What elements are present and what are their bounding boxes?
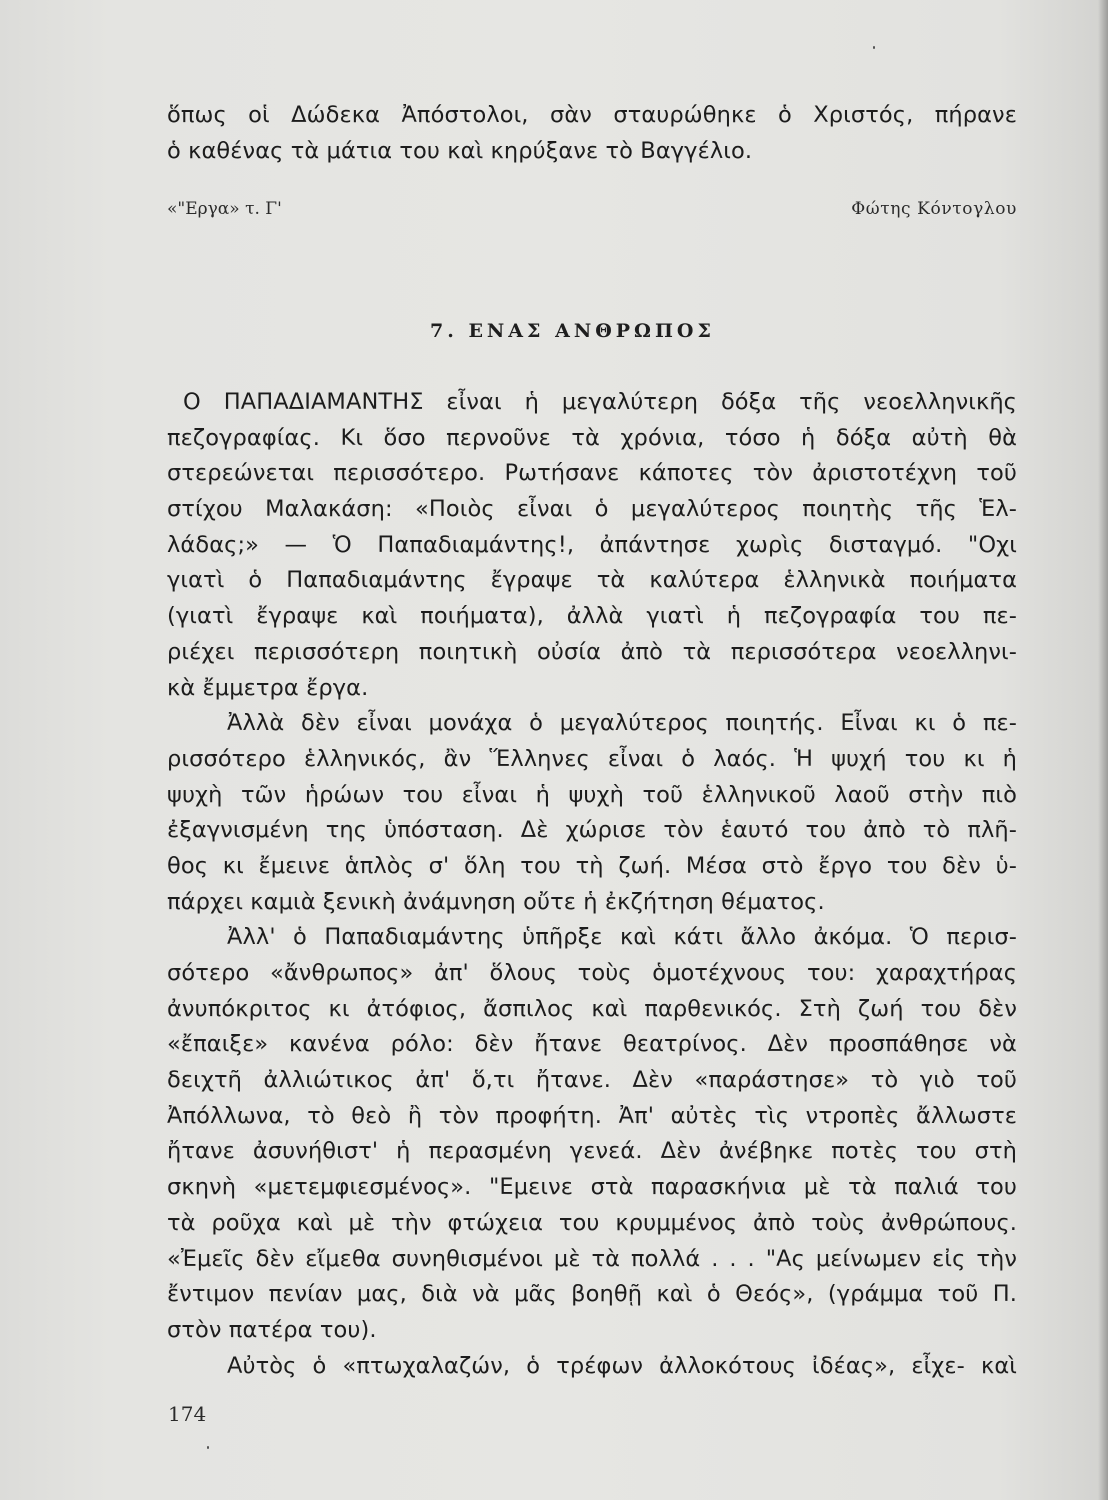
- body-line: ἀνυπόκριτος κι ἀτόφιος, ἄσπιλος καὶ παρθενικός. Στὴ ζωή του δὲν: [167, 995, 1017, 1022]
- attribution-source: «"Εργα» τ. Γ': [167, 199, 282, 219]
- body-line: στίχου Μαλακάση: «Ποιὸς εἶναι ὁ μεγαλύτερος ποιητὴς τῆς Ἑλ-: [167, 496, 1017, 523]
- body-line: ψυχὴ τῶν ἡρώων του εἶναι ἡ ψυχὴ τοῦ ἑλληνικοῦ λαοῦ στὴν πιὸ: [167, 781, 1017, 808]
- body-line: στερεώνεται περισσότερο. Ρωτήσανε κάποτες τὸν ἀριστοτέχνη τοῦ: [167, 460, 1017, 487]
- attribution-author: Φώτης Κόντογλου: [851, 199, 1017, 219]
- body-line: γιατὶ ὁ Παπαδιαμάντης ἔγραψε τὰ καλύτερα ἑλληνικὰ ποιήματα: [167, 567, 1017, 594]
- body-line: κὰ ἔμμετρα ἔργα.: [167, 674, 369, 701]
- body-line: σότερο «ἄνθρωπος» ἀπ' ὅλους τοὺς ὁμοτέχνους του: χαραχτήρας: [167, 960, 1017, 986]
- body-line: «Ἐμεῖς δὲν εἴμεθα συνηθισμένοι μὲ τὰ πολλά . . . "Ας μείνωμεν εἰς τὴν: [167, 1245, 1017, 1272]
- body-line: πάρχει καμιὰ ξενικὴ ἀνάμνηση οὔτε ἡ ἐκζήτηση θέματος.: [167, 888, 825, 915]
- body-line: δειχτῆ ἀλλιώτικος ἀπ' ὅ,τι ἤτανε. Δὲν «παράστησε» τὸ γιὸ τοῦ: [167, 1067, 1017, 1094]
- body-line: Ἀπόλλωνα, τὸ θεὸ ἢ τὸν προφήτη. Ἀπ' αὐτὲς τὶς ντροπὲς ἄλλωστε: [167, 1102, 1017, 1129]
- body-line: τὰ ροῦχα καὶ μὲ τὴν φτώχεια του κρυμμένος ἀπὸ τοὺς ἀνθρώπους.: [167, 1209, 1017, 1236]
- body-line: σκηνὴ «μετεμφιεσμένος». "Εμεινε στὰ παρασκήνια μὲ τὰ παλιά του: [167, 1174, 1017, 1201]
- chapter-body: [167, 385, 1017, 1384]
- intro-line: ὁ καθένας τὰ μάτια του καὶ κηρύξανε τὸ Βαγγέλιο.: [167, 137, 753, 164]
- chapter-title: 7. ΕΝΑΣ ΑΝΘΡΩΠΟΣ: [430, 320, 715, 342]
- body-line: Ἀλλ' ὁ Παπαδιαμάντης ὑπῆρξε καὶ κάτι ἄλλο ἀκόμα. Ὁ περισ-: [227, 924, 1017, 951]
- body-line: (γιατὶ ἔγραψε καὶ ποιήματα), ἀλλὰ γιατὶ ἡ πεζογραφία του πε-: [167, 603, 1017, 630]
- body-line: στὸν πατέρα του).: [167, 1316, 377, 1343]
- body-line: Αὐτὸς ὁ «πτωχαλαζών, ὁ τρέφων ἀλλοκότους ἰδέας», εἶχε- καὶ: [227, 1352, 1017, 1379]
- body-line: ἐξαγνισμένη της ὑπόσταση. Δὲ χώρισε τὸν ἑαυτό του ἀπὸ τὸ πλῆ-: [167, 817, 1017, 844]
- body-line: λάδας;» — Ὁ Παπαδιαμάντης!, ἀπάντησε χωρὶς δισταγμό. "Οχι: [167, 531, 1017, 558]
- body-line: ριέχει περισσότερη ποιητικὴ οὐσία ἀπὸ τὰ περισσότερα νεοελληνι-: [167, 638, 1017, 665]
- paper-speck: [207, 1446, 209, 1449]
- body-line: ἤτανε ἀσυνήθιστ' ἡ περασμένη γενεά. Δὲν ἀνέβηκε ποτὲς του στὴ: [167, 1138, 1017, 1165]
- body-line: ρισσότερο ἑλληνικός, ἂν Ἕλληνες εἶναι ὁ λαός. Ἡ ψυχή του κι ἡ: [167, 745, 1017, 772]
- page-number: 174: [168, 1402, 207, 1426]
- body-line: θος κι ἔμεινε ἁπλὸς σ' ὅλη του τὴ ζωή. Μέσα στὸ ἔργο του δὲν ὑ-: [167, 852, 1017, 879]
- intro-line: ὅπως οἱ Δώδεκα Ἀπόστολοι, σὰν σταυρώθηκε ὁ Χριστός, πήρανε: [167, 102, 1017, 128]
- body-line: «ἔπαιξε» κανένα ρόλο: δὲν ἤτανε θεατρίνος. Δὲν προσπάθησε νὰ: [167, 1031, 1017, 1058]
- body-line: πεζογραφίας. Κι ὅσο περνοῦνε τὰ χρόνια, τόσο ἡ δόξα αὐτὴ θὰ: [167, 424, 1017, 451]
- body-line: ἔντιμον πενίαν μας, διὰ νὰ μᾶς βοηθῇ καὶ ὁ Θεός», (γράμμα τοῦ Π.: [167, 1281, 1017, 1308]
- paper-speck: [873, 46, 875, 49]
- page-edge-shadow: [1098, 0, 1108, 1500]
- body-line: Ο ΠΑΠΑΔΙΑΜΑΝΤΗΣ εἶναι ἡ μεγαλύτερη δόξα τῆς νεοελληνικῆς: [183, 389, 1017, 415]
- body-line: Ἀλλὰ δὲν εἶναι μονάχα ὁ μεγαλύτερος ποιητής. Εἶναι κι ὁ πε-: [227, 710, 1017, 737]
- intro-passage: [167, 98, 1017, 169]
